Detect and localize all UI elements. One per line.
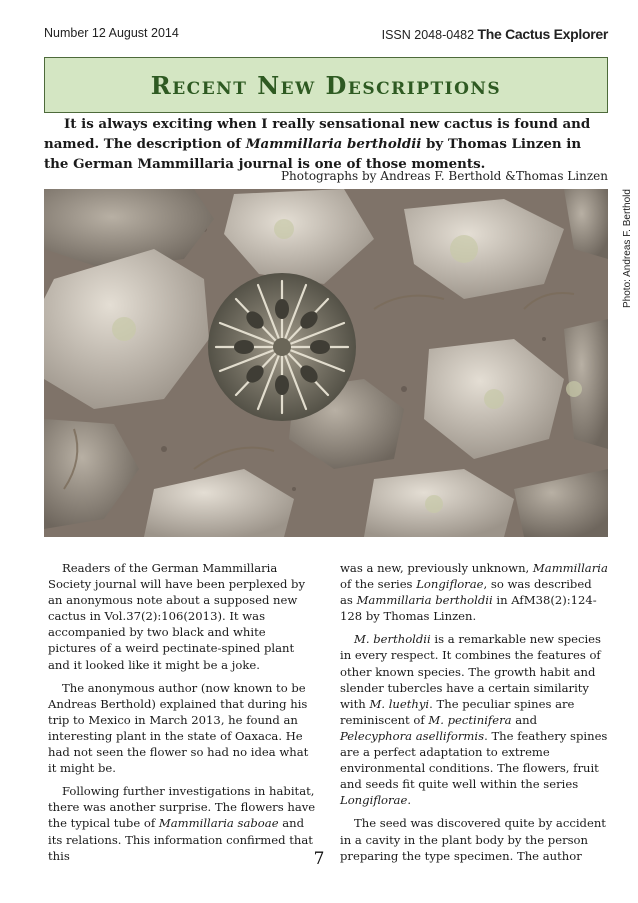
species-name: M. luethyi bbox=[369, 696, 430, 711]
series-name: Longiflorae bbox=[416, 577, 484, 592]
text-run: of the series bbox=[340, 577, 417, 592]
species-name: M. bertholdii bbox=[354, 632, 431, 647]
series-name: Longiflorae bbox=[340, 793, 408, 808]
body-paragraph: Readers of the German Mammillaria Society journal will have been perplexed by an anonymous note about a supposed new cactus in Vol.37(2):106(2013). It was accompanied by two black and white pictures of a weird pectinate-spined plant and it looked like it might be a joke. bbox=[48, 561, 306, 672]
column-left bbox=[48, 560, 316, 871]
text-run: is a remarkable new species in every respect. It combines the features of other known species. The growth habit and slender tubercles have a certain similarity with bbox=[340, 632, 601, 711]
text-run: . The peculiar spines are reminiscent of bbox=[340, 696, 575, 727]
cactus-photo-illustration bbox=[44, 189, 608, 537]
text-run: . The feathery spines are a perfect adaptation to extreme environmental conditions. The flowers, fruit and seeds fit quite well within the series bbox=[340, 728, 608, 792]
photo-side-credit-text: Photo: Andreas F. Berthold bbox=[622, 189, 633, 308]
text-run: Following further investigations in habitat, there was another surprise. The flowers have the typical tube of bbox=[48, 784, 316, 831]
intro-species: Mammillaria bertholdii bbox=[245, 136, 422, 152]
species-name: M. pectinifera bbox=[428, 712, 512, 727]
section-title: Recent New Descriptions bbox=[150, 70, 502, 100]
body-paragraph: The seed was discovered quite by accident in a cavity in the plant body by the person preparing the type specimen. The author bbox=[340, 816, 606, 863]
text-run: . bbox=[407, 793, 411, 808]
section-banner bbox=[44, 57, 608, 113]
issn-text: ISSN 2048-0482 bbox=[381, 28, 475, 42]
column-right bbox=[340, 560, 608, 871]
intro-text-2: by Thomas Linzen in the German Mammillaria journal is one of those moments. bbox=[44, 136, 582, 172]
intro-paragraph bbox=[44, 114, 610, 174]
journal-header bbox=[382, 26, 608, 42]
cactus-plant bbox=[208, 273, 356, 421]
text-run: and bbox=[511, 712, 538, 727]
text-run: was a new, previously unknown, bbox=[340, 561, 533, 575]
cactus-photo bbox=[44, 189, 608, 537]
species-name: Pelecyphora aselliformis bbox=[340, 728, 485, 743]
species-name: Mammillaria bertholdii bbox=[356, 593, 493, 608]
intro-text-1: It is always exciting when I really sensational new cactus is found and named. The description of bbox=[44, 116, 591, 152]
body-paragraph bbox=[340, 631, 608, 808]
photo-side-credit bbox=[610, 189, 633, 308]
body-paragraph: The anonymous author (now known to be Andreas Berthold) explained that during his trip to Mexico in March 2013, he found an interesting plant in the state of Oaxaca. He had not seen the flower so had no idea what it might be. bbox=[48, 680, 309, 776]
issue-info: Number 12 August 2014 bbox=[44, 26, 179, 40]
page-number: 7 bbox=[313, 849, 325, 869]
text-run: in AfM38(2):124-128 by Thomas Linzen. bbox=[340, 593, 597, 624]
genus-name: Mammillaria bbox=[532, 561, 608, 575]
journal-title: The Cactus Explorer bbox=[477, 26, 608, 42]
photo-credit-line: Photographs by Andreas F. Berthold &Thomas Linzen bbox=[280, 169, 608, 183]
text-run: , so was described as bbox=[340, 577, 592, 608]
species-name: Mammillaria saboae bbox=[158, 816, 279, 831]
body-paragraph bbox=[340, 560, 608, 624]
text-run: and its relations. This information confirmed that this bbox=[48, 816, 313, 863]
